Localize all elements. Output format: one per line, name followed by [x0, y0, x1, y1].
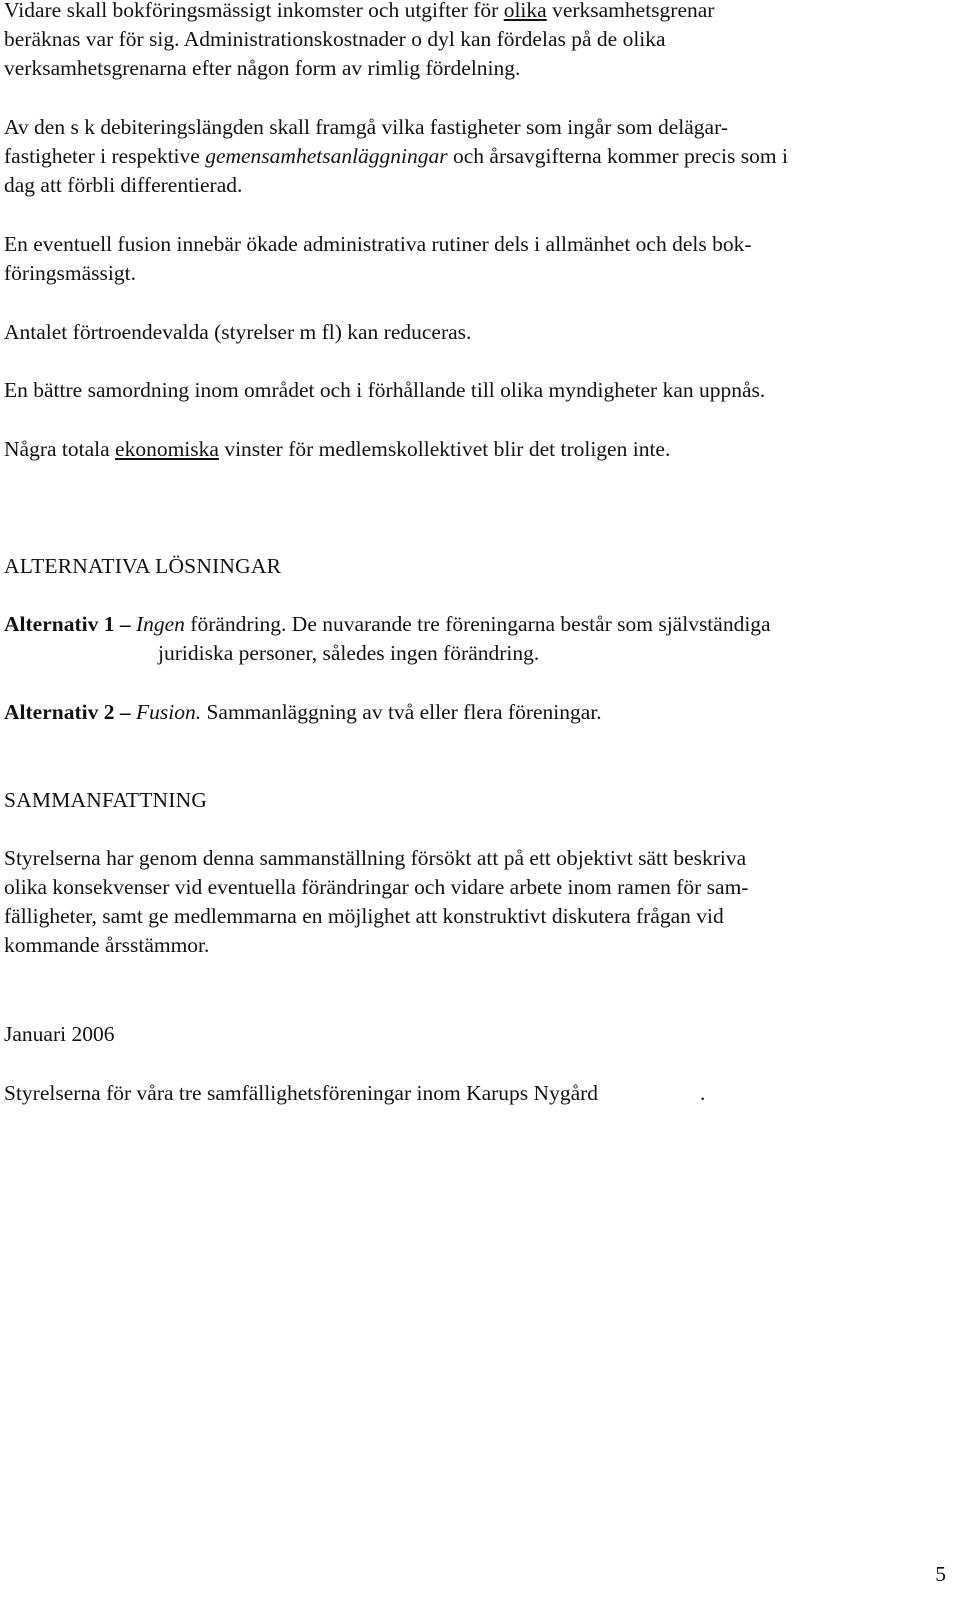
text: Styrelserna har genom denna sammanställning försökt att på ett objektivt sätt beskriva [4, 846, 747, 870]
signature-text: Styrelserna för våra tre samfällighetsföreningar inom Karups Nygård [4, 1081, 599, 1105]
text: beräknas var för sig. Administrationskostnader o dyl kan fördelas på de olika [4, 27, 666, 51]
text: Några totala [4, 437, 116, 461]
italic-text: Fusion. [135, 700, 202, 724]
text: föringsmässigt. [4, 261, 136, 285]
alternative-label: Alternativ 2 – [4, 700, 131, 724]
text: fälligheter, samt ge medlemmarna en möjlighet att konstruktivt diskutera frågan vid [4, 904, 724, 928]
underlined-text: ekonomiska [115, 437, 219, 461]
paragraph-fusion-routines [4, 230, 752, 288]
text: verksamhetsgrenarna efter någon form av rimlig fördelning. [4, 56, 521, 80]
text: olika konsekvenser vid eventuella förändringar och vidare arbete inom ramen för sam- [4, 875, 749, 899]
text: Sammanläggning av två eller flera föreningar. [201, 700, 602, 724]
alternative-1 [4, 610, 944, 668]
italic-text: gemensamhetsanläggningar [205, 144, 448, 168]
text: Vidare skall bokföringsmässigt inkomster och utgifter för [4, 0, 504, 22]
text: och årsavgifterna kommer precis som i [447, 144, 788, 168]
paragraph-summary [4, 844, 748, 960]
paragraph-debiting [4, 113, 788, 200]
paragraph-economic [4, 435, 670, 464]
paragraph-coordination: En bättre samordning inom området och i förhållande till olika myndigheter kan uppnås. [4, 378, 766, 402]
date: Januari 2006 [4, 1022, 115, 1046]
text: dag att förbli differentierad. [4, 173, 243, 197]
signature [4, 1079, 705, 1108]
text: vinster för medlemskollektivet blir det troligen inte. [218, 437, 671, 461]
alternative-2 [4, 698, 944, 727]
signature-dot: . [700, 1081, 706, 1105]
text: fastigheter i respektive [4, 144, 206, 168]
text: Av den s k debiteringslängden skall framgå vilka fastigheter som ingår som delägar- [4, 115, 728, 139]
text: förändring. De nuvarande tre föreningarna består som självständiga [184, 612, 771, 636]
paragraph-accounting [4, 0, 714, 83]
italic-text: Ingen [135, 612, 185, 636]
text: juridiska personer, således ingen förändring. [158, 641, 540, 665]
text: kommande årsstämmor. [4, 933, 210, 957]
text: En eventuell fusion innebär ökade administrativa rutiner dels i allmänhet och dels bok- [4, 232, 752, 256]
underlined-text: olika [503, 0, 547, 22]
alternative-label: Alternativ 1 – [4, 612, 131, 636]
heading-summary: SAMMANFATTNING [4, 788, 208, 812]
paragraph-board-members: Antalet förtroendevalda (styrelser m fl) kan reduceras. [4, 320, 472, 344]
text: verksamhetsgrenar [546, 0, 715, 22]
heading-alternatives: ALTERNATIVA LÖSNINGAR [4, 554, 282, 578]
page-number: 5 [935, 1562, 946, 1586]
